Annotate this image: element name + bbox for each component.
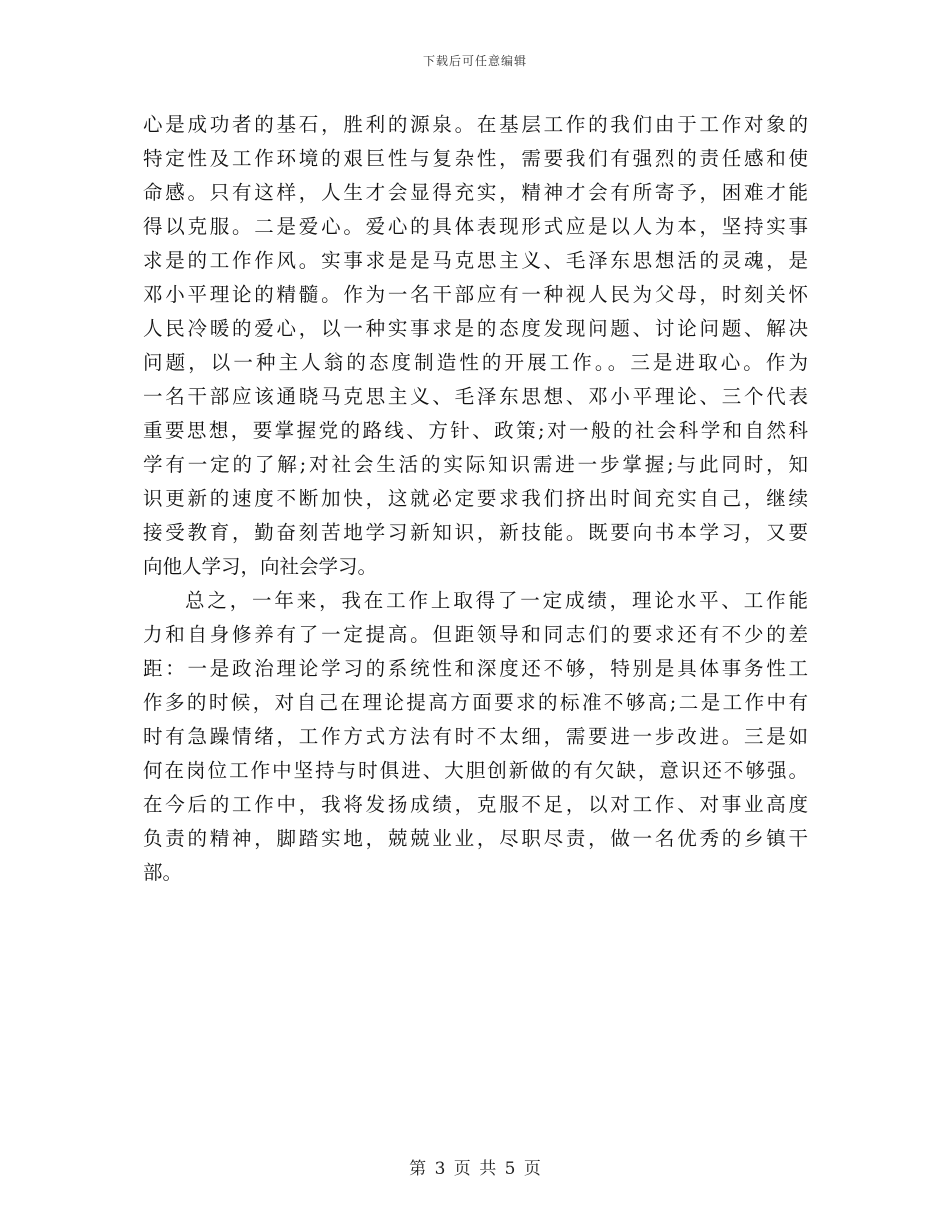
document-body bbox=[143, 108, 808, 890]
text-line: 人民冷暖的爱心，以一种实事求是的态度发现问题、讨论问题、解决 bbox=[143, 317, 808, 340]
text-line: 求是的工作作风。实事求是是马克思主义、毛泽东思想活的灵魂，是 bbox=[143, 249, 808, 272]
text-line: 接受教育，勤奋刻苦地学习新知识，新技能。既要向书本学习，又要 bbox=[143, 521, 808, 544]
text-line: 重要思想，要掌握党的路线、方针、政策;对一般的社会科学和自然科 bbox=[143, 419, 808, 442]
text-line: 一名干部应该通晓马克思主义、毛泽东思想、邓小平理论、三个代表 bbox=[143, 385, 808, 408]
paragraph-1 bbox=[143, 108, 808, 584]
text-line: 问题，以一种主人翁的态度制造性的开展工作。。三是进取心。作为 bbox=[143, 351, 808, 374]
page-number-footer: 第 3 页 共 5 页 bbox=[409, 1159, 541, 1179]
paragraph-2 bbox=[143, 584, 808, 890]
text-line: 力和自身修养有了一定提高。但距领导和同志们的要求还有不少的差 bbox=[143, 623, 808, 646]
text-line: 得以克服。二是爱心。爱心的具体表现形式应是以人为本，坚持实事 bbox=[143, 215, 808, 238]
text-line: 何在岗位工作中坚持与时俱进、大胆创新做的有欠缺，意识还不够强。 bbox=[143, 759, 808, 782]
text-line: 距：一是政治理论学习的系统性和深度还不够，特别是具体事务性工 bbox=[143, 657, 808, 680]
text-line: 负责的精神，脚踏实地，兢兢业业，尽职尽责，做一名优秀的乡镇干 bbox=[143, 827, 808, 850]
text-line: 在今后的工作中，我将发扬成绩，克服不足，以对工作、对事业高度 bbox=[143, 793, 808, 816]
text-line: 识更新的速度不断加快，这就必定要求我们挤出时间充实自己，继续 bbox=[143, 487, 808, 510]
text-line: 作多的时候，对自己在理论提高方面要求的标准不够高;二是工作中有 bbox=[143, 691, 808, 714]
text-line: 向他人学习，向社会学习。 bbox=[143, 555, 378, 578]
text-line: 总之，一年来，我在工作上取得了一定成绩，理论水平、工作能 bbox=[185, 589, 808, 612]
text-line: 学有一定的了解;对社会生活的实际知识需进一步掌握;与此同时，知 bbox=[143, 453, 808, 476]
text-line: 部。 bbox=[143, 861, 183, 884]
text-line: 命感。只有这样，人生才会显得充实，精神才会有所寄予，困难才能 bbox=[143, 181, 808, 204]
text-line: 特定性及工作环境的艰巨性与复杂性，需要我们有强烈的责任感和使 bbox=[143, 147, 808, 170]
text-line: 时有急躁情绪，工作方式方法有时不太细，需要进一步改进。三是如 bbox=[143, 725, 808, 748]
text-line: 邓小平理论的精髓。作为一名干部应有一种视人民为父母，时刻关怀 bbox=[143, 283, 808, 306]
page-header: 下载后可任意编辑 bbox=[422, 54, 527, 68]
text-line: 心是成功者的基石，胜利的源泉。在基层工作的我们由于工作对象的 bbox=[143, 113, 808, 136]
